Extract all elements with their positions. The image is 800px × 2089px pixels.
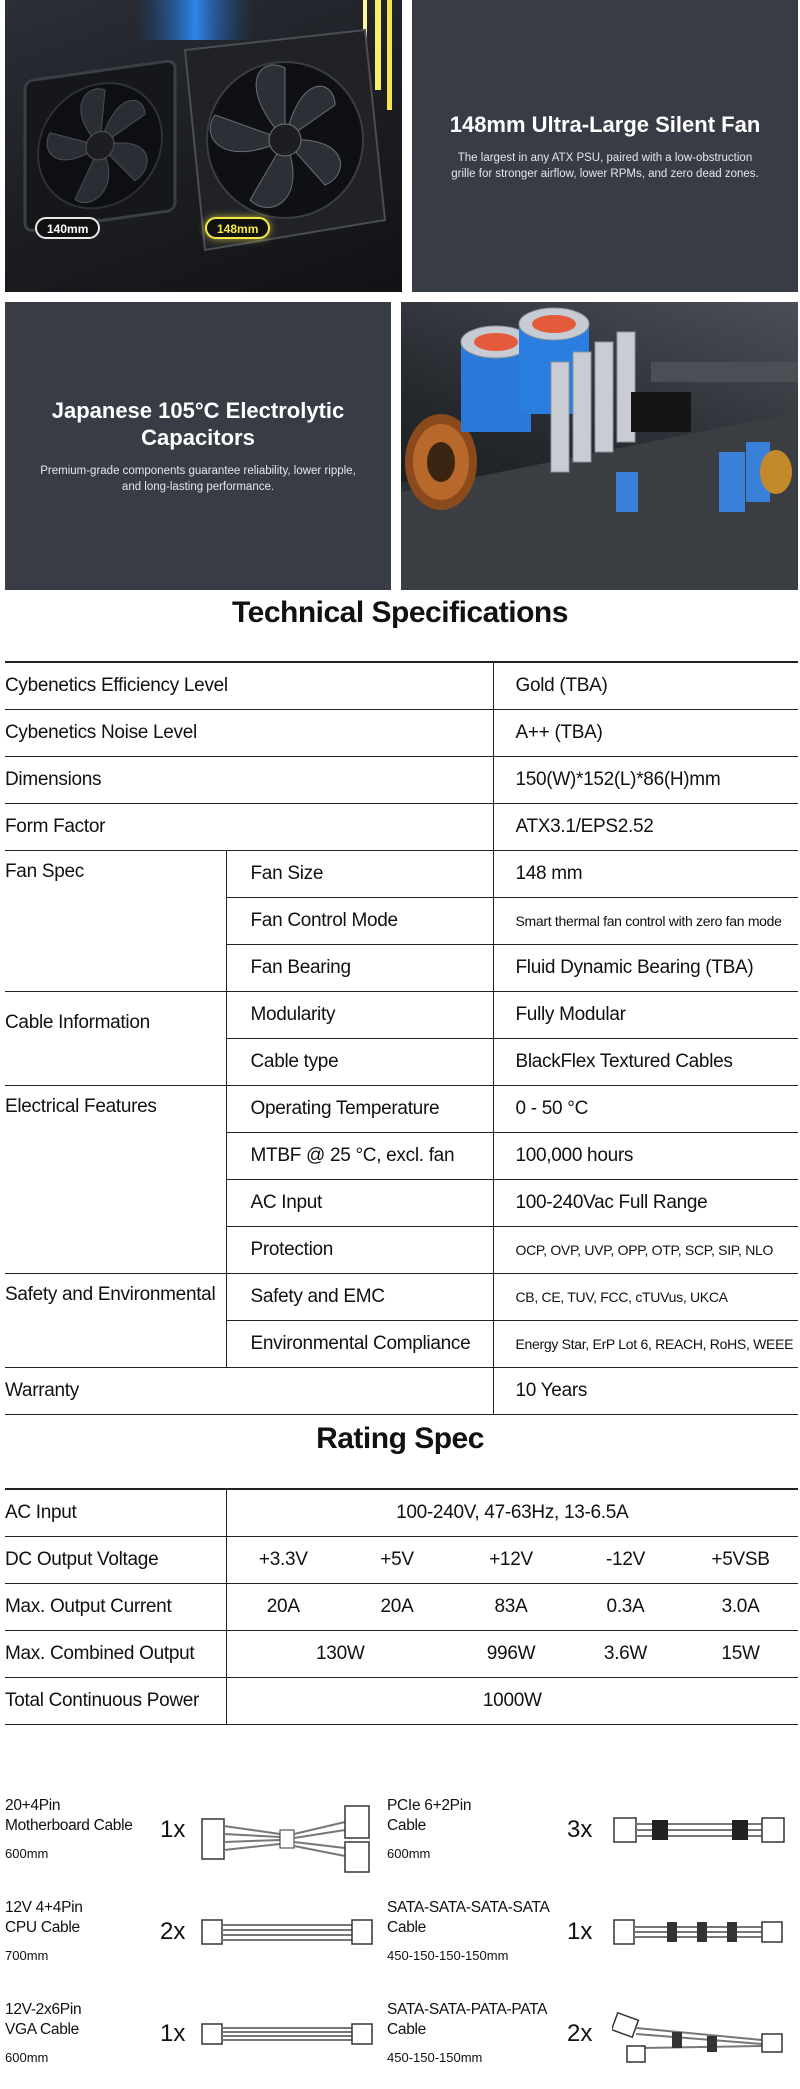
spec-value: Smart thermal fan control with zero fan mode xyxy=(493,897,798,944)
table-row xyxy=(5,850,798,897)
spec-value: Energy Star, ErP Lot 6, REACH, RoHS, WEEE xyxy=(493,1320,798,1367)
cable-item-sata xyxy=(387,1898,797,1978)
cable-12v-2x6-icon xyxy=(200,2014,375,2054)
fan-size-label-148: 148mm xyxy=(205,217,270,239)
spec-sub-label: Environmental Compliance xyxy=(226,1320,493,1367)
table-row xyxy=(5,1677,798,1724)
cable-24pin-icon xyxy=(200,1804,375,1874)
spec-value: 100-240Vac Full Range xyxy=(493,1179,798,1226)
cable-sata-icon xyxy=(612,1912,787,1952)
table-row xyxy=(5,709,798,756)
rating-spec-heading: Rating Spec xyxy=(316,1422,484,1455)
spec-value: 10 Years xyxy=(493,1367,798,1414)
rating-value: 3.6W xyxy=(568,1630,683,1677)
technical-specifications-heading: Technical Specifications xyxy=(232,596,568,629)
spec-value: ATX3.1/EPS2.52 xyxy=(493,803,798,850)
rating-label: Total Continuous Power xyxy=(5,1677,226,1724)
spec-label: Cybenetics Noise Level xyxy=(5,709,493,756)
rating-label: DC Output Voltage xyxy=(5,1536,226,1583)
rating-value: -12V xyxy=(568,1536,683,1583)
capacitor-feature-description-line2: and long-lasting performance. xyxy=(121,481,275,493)
spec-group-label: Cable Information xyxy=(5,991,226,1085)
cable-length: 600mm xyxy=(5,2050,49,2065)
spec-sub-label: AC Input xyxy=(226,1179,493,1226)
spec-value: 100,000 hours xyxy=(493,1132,798,1179)
capacitor-feature-description-line1: Premium-grade components guarantee reliability, lower ripple, xyxy=(40,465,356,477)
cable-quantity: 1x xyxy=(160,2020,186,2047)
table-row xyxy=(5,1273,798,1320)
spec-value: Fully Modular xyxy=(493,991,798,1038)
spec-label: Dimensions xyxy=(5,756,493,803)
cable-name: PCIe 6+2Pin Cable xyxy=(387,1797,472,1834)
table-row xyxy=(5,1630,798,1677)
rating-value: +5VSB xyxy=(683,1536,798,1583)
capacitor-interior-photo xyxy=(401,302,798,590)
cable-sata-pata-icon xyxy=(612,2008,787,2068)
capacitor-feature-title-line2: Capacitors xyxy=(141,425,255,450)
table-row xyxy=(5,1367,798,1414)
rating-value: 100-240V, 47-63Hz, 13-6.5A xyxy=(226,1489,798,1536)
rating-label: AC Input xyxy=(5,1489,226,1536)
cable-cpu-icon xyxy=(200,1912,375,1952)
spec-value: 150(W)*152(L)*86(H)mm xyxy=(493,756,798,803)
cable-quantity: 1x xyxy=(567,1918,593,1945)
table-row xyxy=(5,1536,798,1583)
fan-feature-description-line1: The largest in any ATX PSU, paired with a low-obstruction xyxy=(457,151,753,164)
psu-interior-illustration xyxy=(401,302,798,590)
table-row xyxy=(5,803,798,850)
rating-value: 20A xyxy=(226,1583,340,1630)
fan-size-label-140: 140mm xyxy=(35,217,100,239)
cable-name: 12V-2x6Pin VGA Cable xyxy=(5,2001,82,2038)
rating-value: +5V xyxy=(340,1536,454,1583)
cable-item-vga xyxy=(5,2000,385,2080)
capacitor-feature-card xyxy=(5,302,391,590)
table-row xyxy=(5,662,798,709)
cable-quantity: 1x xyxy=(160,1816,186,1843)
cable-quantity: 2x xyxy=(160,1918,186,1945)
spec-sub-label: Fan Size xyxy=(226,850,493,897)
cable-quantity: 2x xyxy=(567,2020,593,2047)
cable-name: SATA-SATA-SATA-SATA Cable xyxy=(387,1899,550,1936)
fan-comparison-photo xyxy=(5,0,402,292)
spec-value: 0 - 50 °C xyxy=(493,1085,798,1132)
cable-length: 700mm xyxy=(5,1948,49,1963)
spec-table xyxy=(5,661,798,1415)
table-row xyxy=(5,1489,798,1536)
spec-sub-label: MTBF @ 25 °C, excl. fan xyxy=(226,1132,493,1179)
cable-pcie-icon xyxy=(612,1810,787,1850)
cable-item-pcie xyxy=(387,1796,797,1876)
rating-label: Max. Output Current xyxy=(5,1583,226,1630)
cable-item-motherboard xyxy=(5,1796,385,1876)
capacitor-feature-title-line1: Japanese 105°C Electrolytic xyxy=(51,398,345,423)
cable-length: 450-150-150mm xyxy=(387,2050,483,2065)
rating-value: +3.3V xyxy=(226,1536,340,1583)
fan-feature-description-line2: grille for stronger airflow, lower RPMs, and zero dead zones. xyxy=(451,167,759,180)
spec-sub-label: Cable type xyxy=(226,1038,493,1085)
fan-illustration xyxy=(5,0,402,292)
spec-label: Cybenetics Efficiency Level xyxy=(5,662,493,709)
spec-group-label: Fan Spec xyxy=(5,850,226,991)
spec-value: BlackFlex Textured Cables xyxy=(493,1038,798,1085)
cable-length: 600mm xyxy=(5,1846,49,1861)
table-row xyxy=(5,1583,798,1630)
cable-length: 600mm xyxy=(387,1846,431,1861)
rating-value: 83A xyxy=(454,1583,568,1630)
rating-label: Max. Combined Output xyxy=(5,1630,226,1677)
spec-label: Warranty xyxy=(5,1367,493,1414)
cable-quantity: 3x xyxy=(567,1816,593,1843)
table-row xyxy=(5,991,798,1038)
rating-value: 130W xyxy=(226,1630,454,1677)
spec-value: CB, CE, TUV, FCC, cTUVus, UKCA xyxy=(493,1273,798,1320)
rating-value: 20A xyxy=(340,1583,454,1630)
spec-sub-label: Fan Control Mode xyxy=(226,897,493,944)
cable-length: 450-150-150-150mm xyxy=(387,1948,509,1963)
spec-value: OCP, OVP, UVP, OPP, OTP, SCP, SIP, NLO xyxy=(493,1226,798,1273)
spec-sub-label: Protection xyxy=(226,1226,493,1273)
rating-value: 15W xyxy=(683,1630,798,1677)
rating-table xyxy=(5,1488,798,1725)
rating-value: +12V xyxy=(454,1536,568,1583)
fan-feature-title: 148mm Ultra-Large Silent Fan xyxy=(449,111,761,137)
table-row xyxy=(5,1085,798,1132)
spec-group-label: Safety and Environmental xyxy=(5,1273,226,1367)
spec-sub-label: Fan Bearing xyxy=(226,944,493,991)
fan-feature-card xyxy=(412,0,798,292)
spec-sub-label: Operating Temperature xyxy=(226,1085,493,1132)
spec-sub-label: Modularity xyxy=(226,991,493,1038)
spec-value: A++ (TBA) xyxy=(493,709,798,756)
rating-value: 3.0A xyxy=(683,1583,798,1630)
rating-value: 996W xyxy=(454,1630,568,1677)
cable-name: 20+4Pin Motherboard Cable xyxy=(5,1797,133,1834)
spec-group-label: Electrical Features xyxy=(5,1085,226,1273)
rating-value: 0.3A xyxy=(568,1583,683,1630)
cable-name: 12V 4+4Pin CPU Cable xyxy=(5,1899,83,1936)
spec-value: Gold (TBA) xyxy=(493,662,798,709)
table-row xyxy=(5,756,798,803)
cable-item-sata-pata xyxy=(387,2000,797,2080)
spec-label: Form Factor xyxy=(5,803,493,850)
rating-value: 1000W xyxy=(226,1677,798,1724)
spec-value: Fluid Dynamic Bearing (TBA) xyxy=(493,944,798,991)
cable-item-cpu xyxy=(5,1898,385,1978)
spec-sub-label: Safety and EMC xyxy=(226,1273,493,1320)
spec-value: 148 mm xyxy=(493,850,798,897)
cable-name: SATA-SATA-PATA-PATA Cable xyxy=(387,2001,548,2038)
